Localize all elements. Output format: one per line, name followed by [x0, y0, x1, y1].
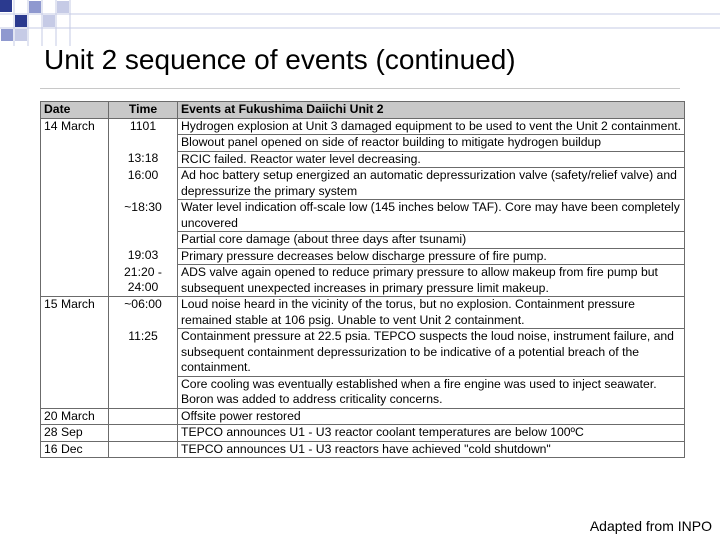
table-row	[41, 151, 685, 168]
table-row	[41, 265, 685, 297]
table-row	[41, 135, 685, 152]
time-cell: 21:20 - 24:00	[109, 265, 178, 297]
header-events: Events at Fukushima Daiichi Unit 2	[178, 102, 685, 119]
table-row	[41, 441, 685, 458]
time-cell	[109, 408, 178, 425]
header-time: Time	[109, 102, 178, 119]
date-cell: 16 Dec	[41, 441, 109, 458]
time-cell	[109, 425, 178, 442]
time-cell: 11:25	[109, 329, 178, 377]
event-cell: Containment pressure at 22.5 psia. TEPCO suspects the loud noise, instrument failure, and subsequent containment depressurization to be indicative of a potential breach of the containment.	[178, 329, 685, 377]
date-cell	[41, 376, 109, 408]
table-header-row	[41, 102, 685, 119]
date-cell: 14 March	[41, 118, 109, 135]
decorative-squares	[0, 0, 720, 46]
date-cell	[41, 168, 109, 200]
decorative-grid	[0, 0, 720, 46]
time-cell: ~18:30	[109, 200, 178, 232]
table-row	[41, 232, 685, 249]
date-cell	[41, 200, 109, 232]
event-cell: TEPCO announces U1 - U3 reactor coolant temperatures are below 100ºC	[178, 425, 685, 442]
date-cell: 20 March	[41, 408, 109, 425]
table-row	[41, 425, 685, 442]
time-cell: 1101	[109, 118, 178, 135]
time-cell	[109, 135, 178, 152]
date-cell: 28 Sep	[41, 425, 109, 442]
table-row	[41, 248, 685, 265]
table-row	[41, 376, 685, 408]
slide-title: Unit 2 sequence of events (continued)	[44, 44, 516, 75]
time-cell	[109, 441, 178, 458]
event-cell: Offsite power restored	[178, 408, 685, 425]
events-table	[40, 101, 685, 458]
date-cell	[41, 265, 109, 297]
time-cell: 13:18	[109, 151, 178, 168]
event-cell: TEPCO announces U1 - U3 reactors have achieved "cold shutdown"	[178, 441, 685, 458]
date-cell	[41, 248, 109, 265]
event-cell: Partial core damage (about three days after tsunami)	[178, 232, 685, 249]
event-cell: Ad hoc battery setup energized an automatic depressurization valve (safety/relief valve) and depressurize the primary system	[178, 168, 685, 200]
event-cell: Hydrogen explosion at Unit 3 damaged equipment to be used to vent the Unit 2 containment.	[178, 118, 685, 135]
title-divider	[40, 88, 680, 89]
table-row	[41, 297, 685, 329]
table-row	[41, 118, 685, 135]
header-date: Date	[41, 102, 109, 119]
time-cell	[109, 376, 178, 408]
date-cell	[41, 329, 109, 377]
time-cell: 19:03	[109, 248, 178, 265]
table-body	[41, 118, 685, 458]
time-cell: 16:00	[109, 168, 178, 200]
time-cell: ~06:00	[109, 297, 178, 329]
event-cell: Loud noise heard in the vicinity of the torus, but no explosion. Containment pressure remained stable at 106 psig. Unable to vent Unit 2 containment.	[178, 297, 685, 329]
table-row	[41, 168, 685, 200]
date-cell	[41, 135, 109, 152]
event-cell: RCIC failed. Reactor water level decreasing.	[178, 151, 685, 168]
date-cell	[41, 151, 109, 168]
date-cell	[41, 232, 109, 249]
table-row	[41, 329, 685, 377]
table-row	[41, 200, 685, 232]
event-cell: Primary pressure decreases below discharge pressure of fire pump.	[178, 248, 685, 265]
event-cell: Water level indication off-scale low (145 inches below TAF). Core may have been completely uncovered	[178, 200, 685, 232]
event-cell: ADS valve again opened to reduce primary pressure to allow makeup from fire pump but subsequent unexpected increases in primary pressure limit makeup.	[178, 265, 685, 297]
source-credit: Adapted from INPO	[589, 518, 712, 534]
time-cell	[109, 232, 178, 249]
event-cell: Blowout panel opened on side of reactor building to mitigate hydrogen buildup	[178, 135, 685, 152]
event-cell: Core cooling was eventually established when a fire engine was used to inject seawater. Boron was added to address criticality concerns.	[178, 376, 685, 408]
date-cell: 15 March	[41, 297, 109, 329]
table-row	[41, 408, 685, 425]
